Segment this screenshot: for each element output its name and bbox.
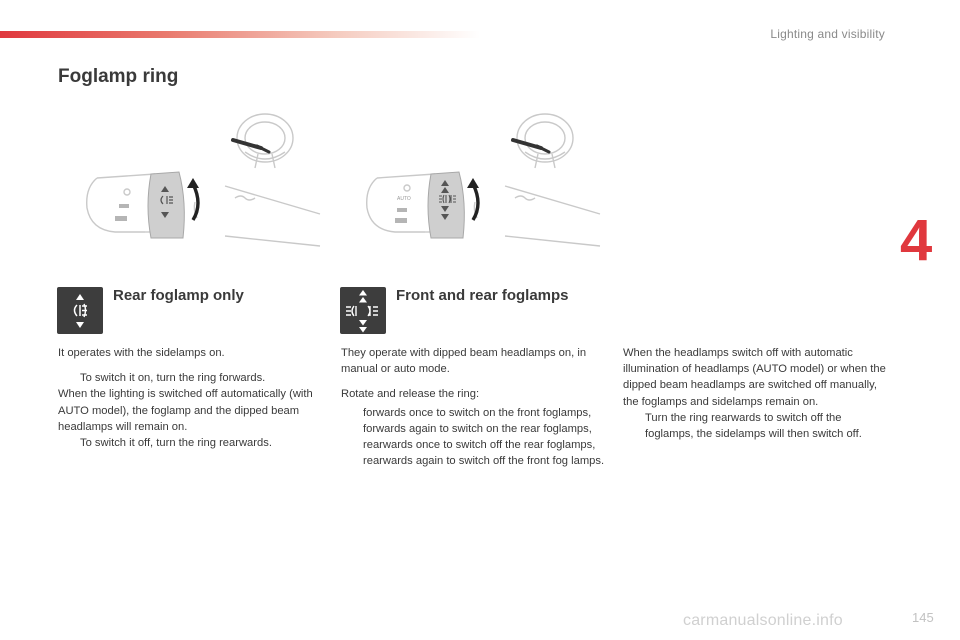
rear-intro: It operates with the sidelamps on.: [58, 347, 225, 359]
front-section-heading: Front and rear foglamps: [396, 287, 569, 304]
front-rear-foglamp-icon: [340, 287, 386, 334]
front-section-text: [341, 345, 606, 469]
watermark: carmanualsonline.info: [683, 612, 843, 629]
list-item: forwards once to switch on the front foglamps,: [363, 406, 592, 419]
page-number: 145: [912, 610, 934, 625]
list-item: Turn the ring rearwards to switch off the foglamps, the sidelamps will then switch off.: [645, 411, 862, 441]
rear-section-text: [58, 345, 328, 451]
steering-stalk-auto-icon: [355, 108, 605, 250]
front-rear-foglamp-symbol: [340, 287, 386, 334]
chapter-number: 4: [900, 208, 933, 273]
auto-label: AUTO: [397, 196, 411, 202]
auto-note: When the headlamps switch off with automatic illumination of headlamps (AUTO model) or when the dipped beam headlamps are switched off manually, the foglamps and sidelamps remain on.: [623, 347, 886, 408]
section-accent-bar: [0, 31, 480, 38]
stalk-illustration-front-rear: [355, 108, 605, 250]
auto-note-text: [623, 345, 891, 442]
rear-note: When the lighting is switched off automatically (with AUTO model), the foglamp and the dipped beam headlamps will remain on.: [58, 388, 313, 433]
list-item: To switch it off, turn the ring rearwards.: [80, 437, 272, 450]
rear-foglamp-icon: [57, 287, 103, 334]
front-lead: Rotate and release the ring:: [341, 388, 480, 401]
stalk-illustration-rear: [75, 108, 325, 250]
page-title: Foglamp ring: [58, 66, 179, 87]
list-item: To switch it on, turn the ring forwards.: [80, 372, 266, 385]
rear-section-heading: Rear foglamp only: [113, 287, 244, 304]
list-item: rearwards once to switch off the rear foglamps,: [363, 439, 596, 452]
rear-foglamp-symbol: [57, 287, 103, 334]
steering-stalk-icon: [75, 108, 325, 250]
front-intro: They operate with dipped beam headlamps on, in manual or auto mode.: [341, 347, 587, 376]
list-item: rearwards again to switch off the front fog lamps.: [363, 455, 605, 468]
section-header: Lighting and visibility: [770, 27, 885, 41]
list-item: forwards again to switch on the rear foglamps,: [363, 422, 592, 435]
